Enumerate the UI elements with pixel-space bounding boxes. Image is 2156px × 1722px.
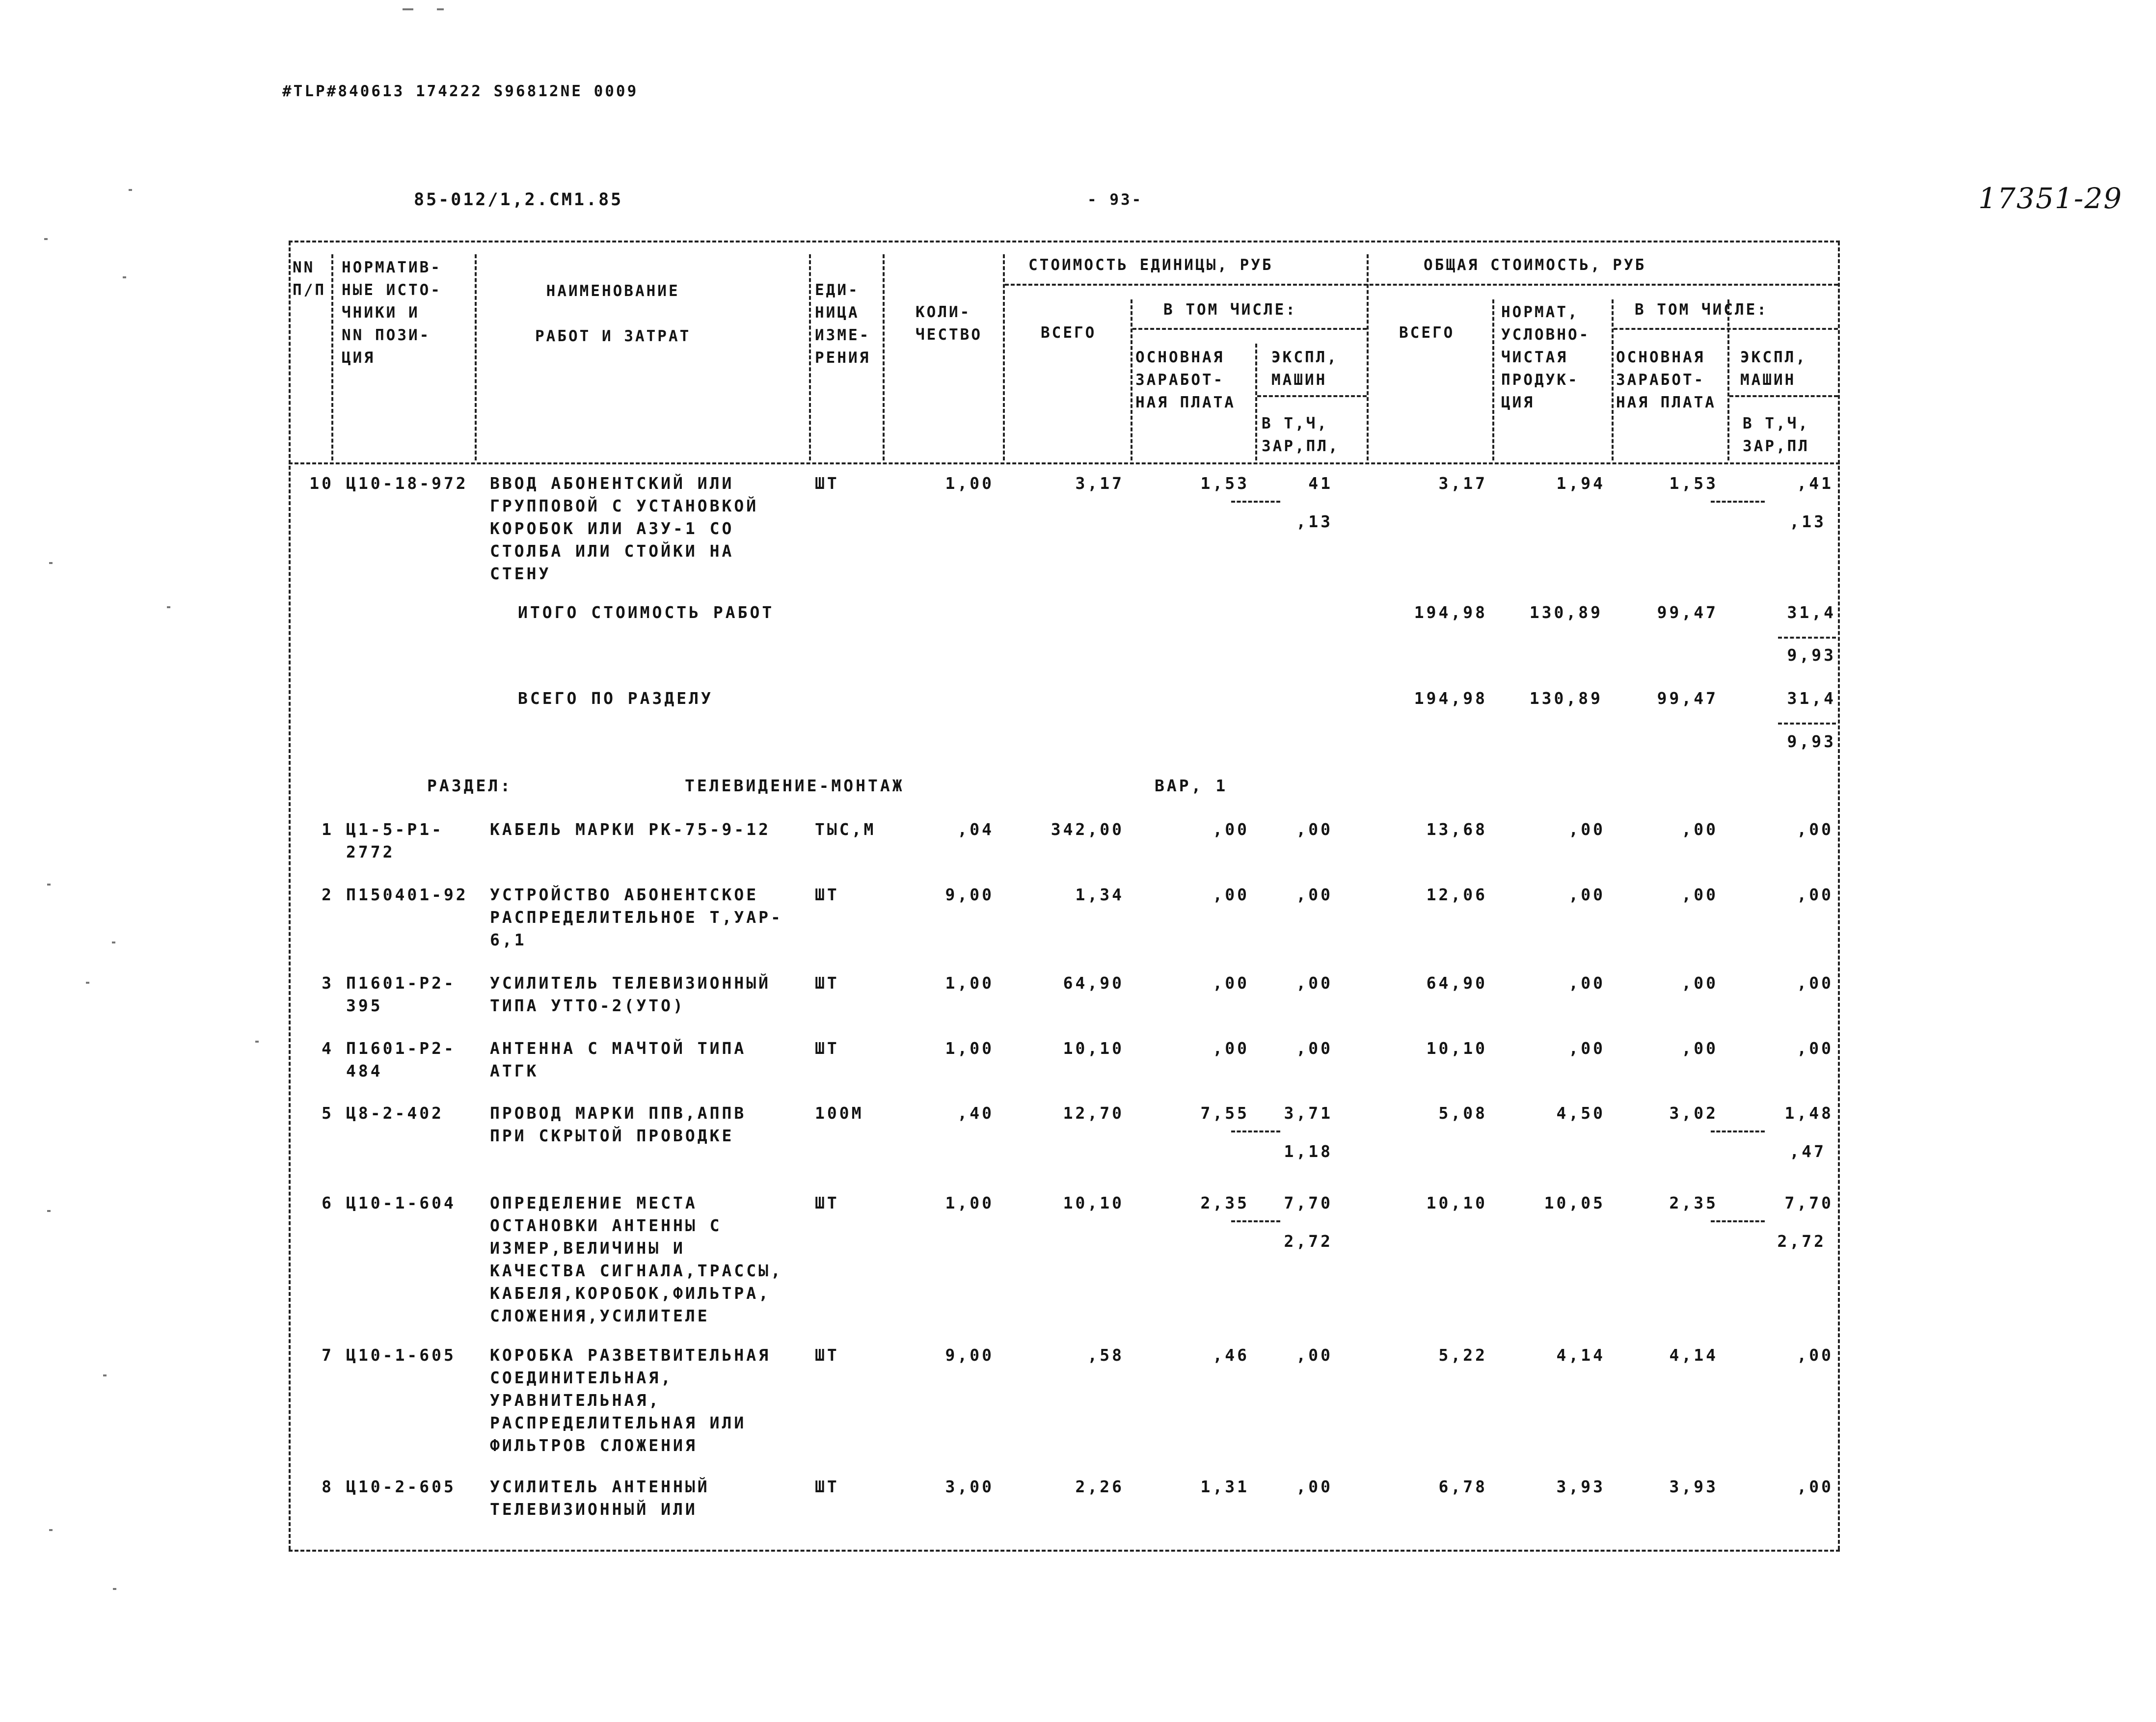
row-qty: 3,00 xyxy=(945,1477,994,1496)
doc-ref: 85-012/1,2.СМ1.85 xyxy=(414,190,623,210)
row-name: ПРОВОД МАРКИ ППВ,АППВ ПРИ СКРЫТОЙ ПРОВОДКЕ xyxy=(490,1103,747,1145)
header-sep xyxy=(1727,299,1729,460)
header-unit: ЕДИ- НИЦА ИЗМЕ- РЕНИЯ xyxy=(815,281,871,367)
header-sep-h xyxy=(1132,328,1367,330)
row-u-eksp: ,00 xyxy=(1296,1477,1333,1496)
row-qty: 1,00 xyxy=(945,474,994,493)
row-u-eksp: ,00 xyxy=(1296,1039,1333,1058)
row-u-eksp: ,00 xyxy=(1296,820,1333,839)
header-qty: КОЛИ- ЧЕСТВО xyxy=(916,303,982,344)
row-t-total: 10,10 xyxy=(1426,1039,1487,1058)
row-u-total: 3,17 xyxy=(1075,474,1124,493)
row-total-eksp-divider xyxy=(1711,1130,1765,1132)
row-u-total: 1,34 xyxy=(1075,885,1124,904)
row-t-norm: ,00 xyxy=(1568,973,1605,993)
vsego-norm: 130,89 xyxy=(1529,689,1603,708)
row-t-eksp-zp: ,13 xyxy=(1789,512,1826,531)
row-unit: ШТ xyxy=(815,1345,839,1365)
row-name: ОПРЕДЕЛЕНИЕ МЕСТА ОСТАНОВКИ АНТЕННЫ С ИЗМЕР,ВЕЛИЧИНЫ И КАЧЕСТВА СИГНАЛА,ТРАССЫ, КАБЕЛЯ,КОРОБОК,ФИЛЬТРА, СЛОЖЕНИЯ,УСИЛИТЕЛЕ xyxy=(490,1193,783,1325)
vsego-eksp: 31,4 xyxy=(1787,689,1836,708)
row-u-zp: 2,35 xyxy=(1200,1193,1249,1212)
header-unit-cost-title: СТОИМОСТЬ ЕДИНИЦЫ, РУБ xyxy=(1028,256,1273,274)
row-unit: ШТ xyxy=(815,1477,839,1496)
scan-speck xyxy=(47,1210,51,1212)
row-u-zp: 1,53 xyxy=(1200,474,1249,493)
row-name: УСТРОЙСТВО АБОНЕНТСКОЕ РАСПРЕДЕЛИТЕЛЬНОЕ Т,УАР- 6,1 xyxy=(490,885,783,949)
header-v-tom-chisle: В ТОМ ЧИСЛЕ: xyxy=(1163,301,1297,319)
row-n: 6 xyxy=(322,1193,334,1212)
row-unit: ШТ xyxy=(815,1039,839,1058)
row-t-total: 5,08 xyxy=(1438,1103,1487,1123)
section-name: ТЕЛЕВИДЕНИЕ-МОНТАЖ xyxy=(685,776,905,795)
header-sep xyxy=(1492,299,1494,460)
scan-speck xyxy=(255,1041,259,1043)
header-sep xyxy=(883,254,885,460)
row-t-eksp: ,00 xyxy=(1797,973,1833,993)
vsego-eksp-divider xyxy=(1778,723,1836,725)
row-u-total: 64,90 xyxy=(1063,973,1124,993)
row-t-zp: 3,93 xyxy=(1669,1477,1718,1496)
row-unit: ТЫС,М xyxy=(815,820,876,839)
header-normativ: НОРМАТИВ- НЫЕ ИСТО- ЧНИКИ И NN ПОЗИ- ЦИЯ xyxy=(342,259,442,367)
row-u-zp: ,00 xyxy=(1213,1039,1249,1058)
row-t-eksp-zp: 2,72 xyxy=(1777,1232,1826,1251)
row-u-eksp: 41 xyxy=(1308,474,1333,493)
row-u-zp: 7,55 xyxy=(1200,1103,1249,1123)
row-u-eksp: ,00 xyxy=(1296,885,1333,904)
header-sep xyxy=(1255,344,1257,460)
row-t-eksp: ,41 xyxy=(1797,474,1833,493)
row-n: 1 xyxy=(322,820,334,839)
itogo-norm: 130,89 xyxy=(1529,603,1603,622)
handwritten-code: 17351-29 xyxy=(1978,182,2123,215)
scan-speck xyxy=(129,189,132,191)
row-unit: ШТ xyxy=(815,885,839,904)
row-total-eksp-divider xyxy=(1711,1220,1765,1222)
itogo-eksp-zp: 9,93 xyxy=(1787,646,1836,665)
row-name: КОРОБКА РАЗВЕТВИТЕЛЬНАЯ СОЕДИНИТЕЛЬНАЯ, УРАВНИТЕЛЬНАЯ, РАСПРЕДЕЛИТЕЛЬНАЯ ИЛИ ФИЛЬТРОВ СЛОЖЕНИЯ xyxy=(490,1345,771,1455)
row-name: УСИЛИТЕЛЬ АНТЕННЫЙ ТЕЛЕВИЗИОННЫЙ ИЛИ xyxy=(490,1477,710,1519)
row-eksp-divider xyxy=(1231,1130,1280,1132)
table-left-border xyxy=(289,242,291,1550)
row-unit: ШТ xyxy=(815,474,839,493)
scan-speck xyxy=(49,1529,53,1531)
row-t-norm: 1,94 xyxy=(1556,474,1605,493)
scan-speck xyxy=(123,276,126,278)
row-t-norm: ,00 xyxy=(1568,1039,1605,1058)
row-t-norm: 10,05 xyxy=(1544,1193,1605,1212)
row-n: 10 xyxy=(309,474,334,493)
row-name: КАБЕЛЬ МАРКИ РК-75-9-12 xyxy=(490,820,771,839)
row-u-total: 12,70 xyxy=(1063,1103,1124,1123)
header-osn-zp2: ОСНОВНАЯ ЗАРАБОТ- НАЯ ПЛАТА xyxy=(1616,349,1716,411)
row-code: Ц8-2-402 xyxy=(346,1103,444,1123)
row-t-total: 64,90 xyxy=(1426,973,1487,993)
scan-speck xyxy=(44,238,48,240)
row-n: 8 xyxy=(322,1477,334,1496)
row-total-eksp-divider xyxy=(1711,501,1765,503)
row-t-total: 13,68 xyxy=(1426,820,1487,839)
row-n: 3 xyxy=(322,973,334,993)
row-n: 7 xyxy=(322,1345,334,1365)
scan-speck xyxy=(403,8,413,10)
row-t-zp: 2,35 xyxy=(1669,1193,1718,1212)
row-t-eksp: ,00 xyxy=(1797,820,1833,839)
header-sep xyxy=(475,254,477,460)
scan-speck xyxy=(167,606,170,608)
row-t-norm: ,00 xyxy=(1568,820,1605,839)
row-unit: ШТ xyxy=(815,1193,839,1212)
row-u-eksp-zp: 1,18 xyxy=(1284,1142,1333,1161)
scan-speck xyxy=(103,1374,107,1376)
header-v-t-ch: В Т,Ч, ЗАР,ПЛ, xyxy=(1262,415,1340,455)
row-qty: 1,00 xyxy=(945,1193,994,1212)
row-t-eksp: 1,48 xyxy=(1784,1103,1833,1123)
row-qty: 1,00 xyxy=(945,1039,994,1058)
header-eksp2: ЭКСПЛ, МАШИН xyxy=(1740,349,1807,389)
row-u-total: 10,10 xyxy=(1063,1039,1124,1058)
row-t-norm: 3,93 xyxy=(1556,1477,1605,1496)
scan-speck xyxy=(47,884,51,886)
row-code: Ц10-2-605 xyxy=(346,1477,456,1496)
header-sep-h xyxy=(1614,328,1838,330)
itogo-eksp: 31,4 xyxy=(1787,603,1836,622)
row-n: 4 xyxy=(322,1039,334,1058)
row-t-norm: 4,14 xyxy=(1556,1345,1605,1365)
header-v-tom-chisle2: В ТОМ ЧИСЛЕ: xyxy=(1635,301,1768,319)
row-t-eksp: ,00 xyxy=(1797,1477,1833,1496)
header-sep xyxy=(1612,299,1614,460)
header-nn: NN П/П xyxy=(293,259,326,299)
row-u-zp: ,00 xyxy=(1213,820,1249,839)
row-u-zp: 1,31 xyxy=(1200,1477,1249,1496)
row-t-eksp-zp: ,47 xyxy=(1789,1142,1826,1161)
row-name: УСИЛИТЕЛЬ ТЕЛЕВИЗИОННЫЙ ТИПА УТТО-2(УТО) xyxy=(490,973,771,1015)
row-unit: ШТ xyxy=(815,973,839,993)
header-sep-h xyxy=(1729,395,1838,397)
scan-speck xyxy=(86,982,89,984)
row-code: П150401-92 xyxy=(346,885,468,904)
row-t-eksp: ,00 xyxy=(1797,1345,1833,1365)
header-sep-h xyxy=(1005,284,1838,286)
row-u-eksp-zp: 2,72 xyxy=(1284,1232,1333,1251)
header-sep xyxy=(331,254,333,460)
row-n: 5 xyxy=(322,1103,334,1123)
header-vsego: ВСЕГО xyxy=(1041,324,1097,342)
header-v-t-ch2: В Т,Ч, ЗАР,ПЛ xyxy=(1743,415,1809,455)
header-sep xyxy=(1131,299,1132,460)
scan-speck xyxy=(437,8,444,10)
row-code: П1601-Р2- 395 xyxy=(346,973,456,1015)
vsego-eksp-zp: 9,93 xyxy=(1787,732,1836,751)
row-t-total: 6,78 xyxy=(1438,1477,1487,1496)
scan-speck xyxy=(112,942,115,943)
row-t-eksp: ,00 xyxy=(1797,1039,1833,1058)
top-code: #TLP#840613 174222 S96812NE 0009 xyxy=(282,82,639,100)
header-vsego2: ВСЕГО xyxy=(1399,324,1455,342)
scan-speck xyxy=(113,1588,116,1590)
row-t-zp: 4,14 xyxy=(1669,1345,1718,1365)
row-qty: 9,00 xyxy=(945,885,994,904)
row-u-zp: ,46 xyxy=(1213,1345,1249,1365)
row-qty: ,40 xyxy=(957,1103,994,1123)
row-t-zp: 3,02 xyxy=(1669,1103,1718,1123)
row-t-total: 10,10 xyxy=(1426,1193,1487,1212)
row-t-total: 3,17 xyxy=(1438,474,1487,493)
row-eksp-divider xyxy=(1231,1220,1280,1222)
row-u-eksp: 3,71 xyxy=(1284,1103,1333,1123)
row-qty: ,04 xyxy=(957,820,994,839)
table-bottom-border xyxy=(289,1550,1840,1552)
vsego-zp: 99,47 xyxy=(1657,689,1718,708)
vsego-label: ВСЕГО ПО РАЗДЕЛУ xyxy=(518,689,713,708)
header-eksp: ЭКСПЛ, МАШИН xyxy=(1271,349,1338,389)
row-t-zp: ,00 xyxy=(1681,885,1718,904)
row-t-zp: ,00 xyxy=(1681,973,1718,993)
row-u-eksp-zp: ,13 xyxy=(1296,512,1333,531)
itogo-eksp-divider xyxy=(1778,637,1836,639)
section-variant: ВАР, 1 xyxy=(1155,776,1228,795)
row-code: Ц10-1-605 xyxy=(346,1345,456,1365)
row-u-eksp: ,00 xyxy=(1296,973,1333,993)
vsego-total: 194,98 xyxy=(1414,689,1487,708)
row-u-zp: ,00 xyxy=(1213,885,1249,904)
row-code: П1601-Р2- 484 xyxy=(346,1039,456,1080)
row-qty: 1,00 xyxy=(945,973,994,993)
row-eksp-divider xyxy=(1231,501,1280,503)
row-u-total: ,58 xyxy=(1087,1345,1124,1365)
itogo-total: 194,98 xyxy=(1414,603,1487,622)
header-osn-zp: ОСНОВНАЯ ЗАРАБОТ- НАЯ ПЛАТА xyxy=(1135,349,1236,411)
header-naimenovanie: НАИМЕНОВАНИЕ РАБОТ И ЗАТРАТ xyxy=(535,282,691,345)
row-n: 2 xyxy=(322,885,334,904)
page-number: - 93- xyxy=(1087,191,1143,209)
header-sep xyxy=(809,254,811,460)
header-total-cost-title: ОБЩАЯ СТОИМОСТЬ, РУБ xyxy=(1424,256,1646,274)
header-normat: НОРМАТ, УСЛОВНО- ЧИСТАЯ ПРОДУК- ЦИЯ xyxy=(1501,303,1590,411)
row-t-eksp: ,00 xyxy=(1797,885,1833,904)
row-u-total: 10,10 xyxy=(1063,1193,1124,1212)
section-label: РАЗДЕЛ: xyxy=(427,776,513,795)
row-t-norm: ,00 xyxy=(1568,885,1605,904)
row-code: Ц1-5-Р1- 2772 xyxy=(346,820,444,861)
row-t-eksp: 7,70 xyxy=(1784,1193,1833,1212)
row-name: ВВОД АБОНЕНТСКИЙ ИЛИ ГРУППОВОЙ С УСТАНОВКОЙ КОРОБОК ИЛИ АЗУ-1 СО СТОЛБА ИЛИ СТОЙКИ НА СТЕНУ xyxy=(490,474,759,583)
row-t-total: 12,06 xyxy=(1426,885,1487,904)
row-t-zp: 1,53 xyxy=(1669,474,1718,493)
row-unit: 100М xyxy=(815,1103,864,1123)
itogo-label: ИТОГО СТОИМОСТЬ РАБОТ xyxy=(518,603,775,622)
row-t-norm: 4,50 xyxy=(1556,1103,1605,1123)
row-code: Ц10-18-972 xyxy=(346,474,468,493)
table-top-border xyxy=(289,241,1840,242)
row-code: Ц10-1-604 xyxy=(346,1193,456,1212)
row-t-zp: ,00 xyxy=(1681,1039,1718,1058)
row-u-eksp: ,00 xyxy=(1296,1345,1333,1365)
row-t-total: 5,22 xyxy=(1438,1345,1487,1365)
row-u-eksp: 7,70 xyxy=(1284,1193,1333,1212)
row-u-total: 342,00 xyxy=(1051,820,1124,839)
row-name: АНТЕННА С МАЧТОЙ ТИПА АТГК xyxy=(490,1039,747,1080)
header-bottom-border xyxy=(289,462,1840,464)
scan-speck xyxy=(49,562,53,564)
row-u-zp: ,00 xyxy=(1213,973,1249,993)
row-qty: 9,00 xyxy=(945,1345,994,1365)
itogo-zp: 99,47 xyxy=(1657,603,1718,622)
table-right-border xyxy=(1838,242,1840,1550)
header-sep-h xyxy=(1257,395,1367,397)
row-t-zp: ,00 xyxy=(1681,820,1718,839)
row-u-total: 2,26 xyxy=(1075,1477,1124,1496)
